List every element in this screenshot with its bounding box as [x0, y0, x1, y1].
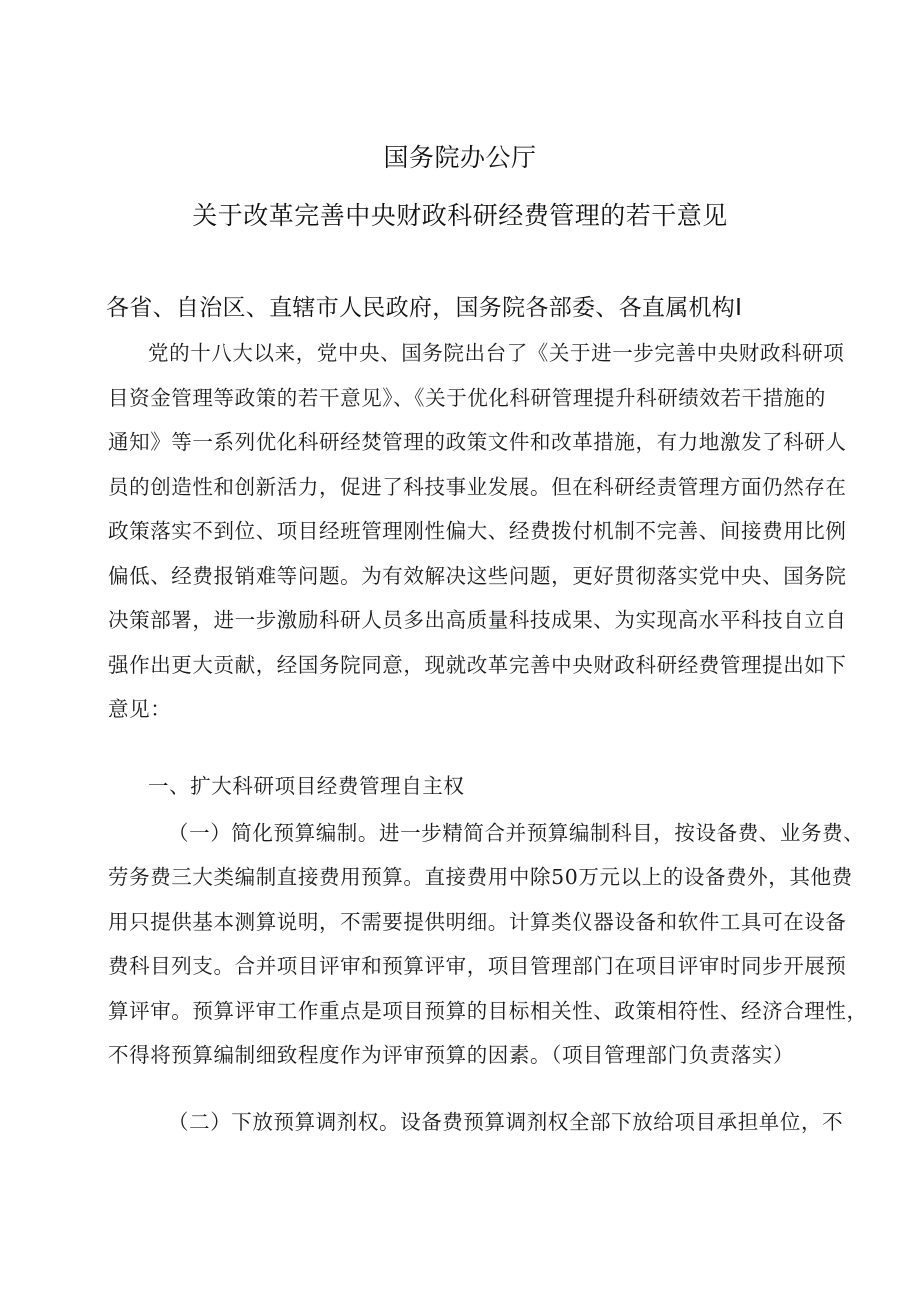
- section-heading: 一、扩大科研项目经费管理自主权: [148, 774, 465, 798]
- paragraph-line: 强作出更大贡献，经国务院同意，现就改革完善中央财政科研经费管理提出如下: [108, 653, 847, 677]
- paragraph-line: 用只提供基本测算说明，不需要提供明细。计算类仪器设备和软件工具可在设备: [108, 910, 847, 934]
- paragraph-line: （一）简化预算编制。进一步精简合并预算编制科目，按设备费、业务费、: [168, 821, 865, 845]
- paragraph-line: 党的十八大以来，党中央、国务院出台了《关于进一步完善中央财政科研项: [148, 341, 845, 365]
- salutation: 各省、自治区、直辖市人民政府，国务院各部委、各直属机构I: [106, 295, 743, 321]
- paragraph-line: 决策部署，进一步激励科研人员多出高质量科技成果、为实现高水平科技自立自: [108, 608, 847, 632]
- paragraph-line: 意见：: [108, 697, 172, 721]
- paragraph-line: 算评审。预算评审工作重点是项目预算的目标相关性、政策相符性、经济合理性，: [108, 999, 868, 1023]
- document-title: 关于改革完善中央财政科研经费管理的若干意见: [192, 201, 728, 230]
- paragraph-line: 目资金管理等政策的若干意见》、《关于优化科研管理提升科研绩效若干措施的: [108, 386, 826, 410]
- paragraph-line: 劳务费三大类编制直接费用预算。直接费用中除50万元以上的设备费外，其他费: [108, 865, 853, 889]
- paragraph-line: 偏低、经费报销难等问题。为有效解决这些问题，更好贯彻落实党中央、国务院: [108, 564, 847, 588]
- paragraph-line: 不得将预算编制细致程度作为评审预算的因素。（项目管理部门负责落实）: [108, 1043, 795, 1067]
- paragraph-line: 通知》等一系列优化科研经焚管理的政策文件和改革措施，有力地激发了科研人: [108, 430, 847, 454]
- paragraph-line: （二）下放预算调剂权。设备费预算调剂权全部下放给项目承担单位，不: [168, 1110, 844, 1134]
- paragraph-line: 政策落实不到位、项目经班管理刚性偏大、经费拨付机制不完善、间接费用比例: [108, 519, 847, 543]
- paragraph-line: 费科目列支。合并项目评审和预算评审，项目管理部门在项目评审时同步开展预: [108, 954, 847, 978]
- issuer-heading: 国务院办公厅: [383, 143, 537, 172]
- paragraph-line: 员的创造性和创新活力，促进了科技事业发展。但在科研经责管理方面仍然存在: [108, 475, 847, 499]
